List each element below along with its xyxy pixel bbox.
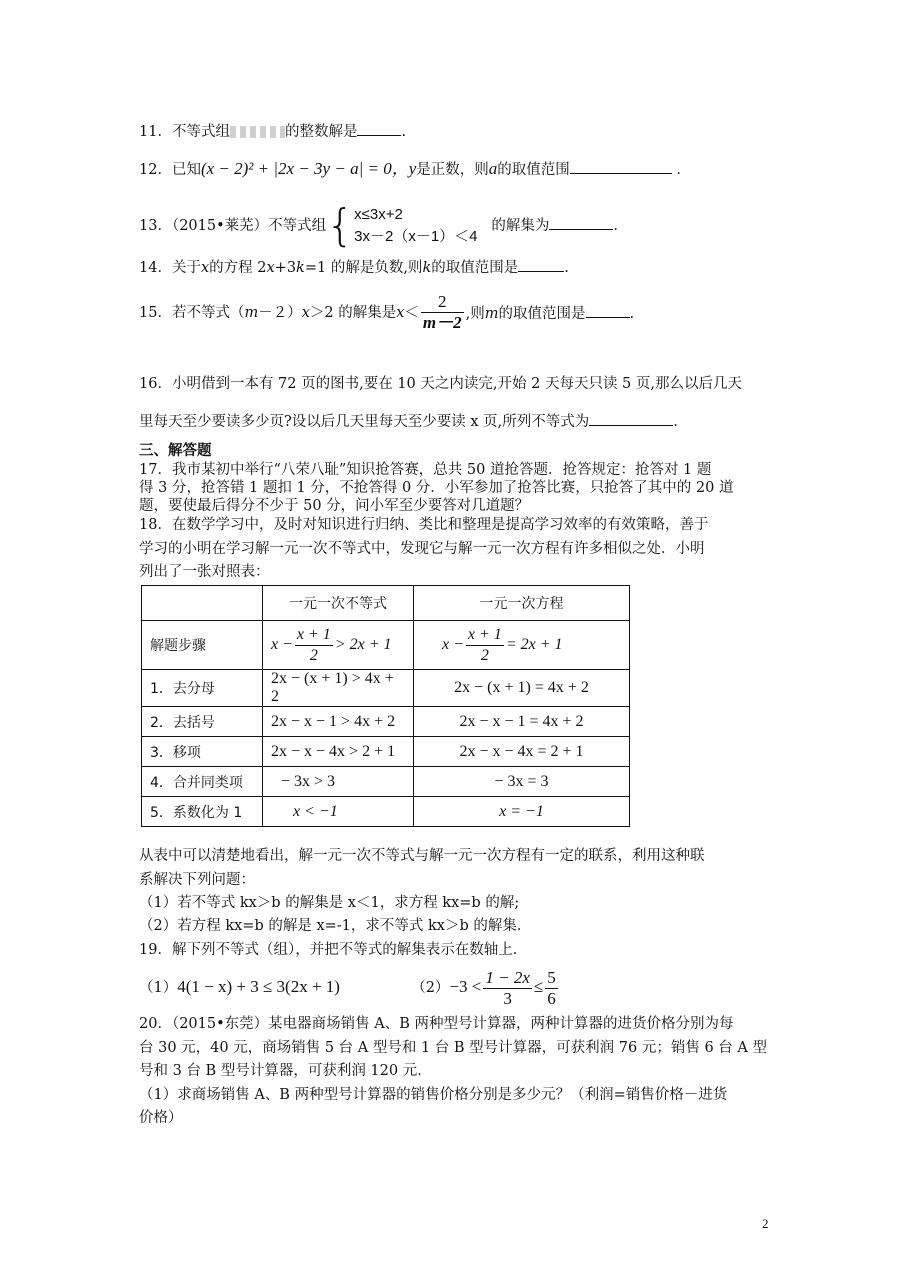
fraction: $\frac{1 - 2x}{3}$ xyxy=(485,967,530,1008)
inequality-cell: x < −1 xyxy=(263,797,414,827)
table-header-row xyxy=(142,586,630,621)
left-brace-icon: { xyxy=(326,200,355,251)
inequality-system: x≤3x+2 3x－2（x－1）＜4 xyxy=(354,206,478,245)
equation-cell: x − $\frac{x + 1}{2}$ = 2x + 1 xyxy=(414,621,630,670)
table-header-cell xyxy=(142,586,263,621)
question-19-parts: （1）4(1 − x) + 3 ≤ 3(2x + 1) （2）−3 < $\frac{1 - 2x}{3}$ ≤ $\frac{5}{6}$ xyxy=(139,967,556,1008)
comparison-table xyxy=(141,585,630,827)
equation-cell: x = −1 xyxy=(414,797,630,827)
fraction: $\frac{2}{m-2}$ xyxy=(422,292,462,332)
question-18b-line-1: 从表中可以清楚地看出，解一元一次不等式与解一元一次方程有一定的联系，利用这种联 xyxy=(139,848,705,864)
equation-cell: 2x − x − 1 = 4x + 2 xyxy=(414,707,630,737)
question-18-line-2: 学习的小明在学习解一元一次不等式中，发现它与解一元一次方程有许多相似之处．小明 xyxy=(139,541,705,557)
question-14: 14．关于x的方程 2x+3k=1 的解是负数,则k的取值范围是 . xyxy=(139,256,569,278)
answer-blank xyxy=(589,410,673,426)
answer-blank xyxy=(357,120,401,136)
question-20-part-1-continued: 价格） xyxy=(139,1110,183,1126)
equation-cell: 2x − (x + 1) = 4x + 2 xyxy=(414,670,630,707)
question-17-line-2: 得 3 分，抢答错 1 题扣 1 分，不抢答得 0 分．小军参加了抢答比赛，只抢答了其中的 20 道 xyxy=(139,480,734,496)
table-header-cell: 一元一次不等式 xyxy=(263,586,414,621)
step-cell: 解题步骤 xyxy=(142,621,263,670)
question-13: 13．（2015•莱芜）不等式组{ x≤3x+2 3x－2（x－1）＜4 的解集为 . xyxy=(139,200,618,251)
question-18b-part-2: （2）若方程 kx=b 的解是 x=-1，求不等式 kx＞b 的解集． xyxy=(139,918,532,934)
fraction: $\frac{5}{6}$ xyxy=(547,967,556,1008)
fraction: $\frac{x + 1}{2}$ xyxy=(467,625,502,664)
step-cell: 3．移项 xyxy=(142,737,263,767)
equation-cell: − 3x = 3 xyxy=(414,767,630,797)
answer-blank xyxy=(570,158,672,174)
question-15: 15．若不等式（m－２）x＞2 的解集是x＜ $\frac{2}{m-2}$ ,则m的取值范围是 . xyxy=(139,292,635,332)
question-12: 12．已知(x − 2)² + |2x − 3y − a| = 0，y是正数，则a的取值范围 ． xyxy=(139,159,691,178)
table-row xyxy=(142,670,630,707)
inequality-cell: − 3x > 3 xyxy=(263,767,414,797)
question-20-line-2: 台 30 元，40 元，商场销售 5 台 A 型号和 1 台 B 型号计算器，可获利润 76 元；销售 6 台 A 型 xyxy=(139,1040,767,1056)
step-cell: 2．去括号 xyxy=(142,707,263,737)
question-18-line-1: 18．在数学学习中，及时对知识进行归纳、类比和整理是提高学习效率的有效策略，善于 xyxy=(139,517,709,533)
equation-cell: 2x − x − 4x = 2 + 1 xyxy=(414,737,630,767)
table-row xyxy=(142,737,630,767)
fraction: $\frac{x + 1}{2}$ xyxy=(296,625,331,664)
inequality-cell: 2x − (x + 1) > 4x + 2 xyxy=(263,670,414,707)
step-cell: 1．去分母 xyxy=(142,670,263,707)
table-row xyxy=(142,707,630,737)
question-18b-part-1: （1）若不等式 kx＞b 的解集是 x＜1，求方程 kx=b 的解; xyxy=(139,895,520,911)
inequality-cell: x − $\frac{x + 1}{2}$ > 2x + 1 xyxy=(263,621,414,670)
table-header-cell: 一元一次方程 xyxy=(414,586,630,621)
answer-blank xyxy=(586,302,630,318)
inequality-cell: 2x − x − 1 > 4x + 2 xyxy=(263,707,414,737)
question-11: 11．不等式组 的整数解是 . xyxy=(139,120,406,142)
question-16-line-1: 16．小明借到一本有 72 页的图书,要在 10 天之内读完,开始 2 天每天只读 5 页,那么以后几天 xyxy=(139,376,743,392)
question-19-title: 19．解下列不等式（组），并把不等式的解集表示在数轴上． xyxy=(139,942,528,958)
answer-blank xyxy=(518,256,564,272)
step-cell: 5．系数化为 1 xyxy=(142,797,263,827)
step-cell: 4．合并同类项 xyxy=(142,767,263,797)
question-20-line-1: 20．（2015•东莞）某电器商场销售 A、B 两种型号计算器，两种计算器的进货价格分别为每 xyxy=(139,1016,734,1032)
answer-blank xyxy=(549,214,613,230)
question-18-line-3: 列出了一张对照表： xyxy=(139,564,270,580)
blurred-system-image xyxy=(230,126,285,138)
question-20-line-3: 号和 3 台 B 型号计算器，可获利润 120 元． xyxy=(139,1063,432,1079)
inequality-cell: 2x − x − 4x > 2 + 1 xyxy=(263,737,414,767)
question-16-line-2: 里每天至少要读多少页?设以后几天里每天至少要读 x 页,所列不等式为 . xyxy=(139,410,678,432)
question-17-line-3: 题，要使最后得分不少于 50 分，问小军至少要答对几道题？ xyxy=(139,498,530,514)
section-heading: 三、解答题 xyxy=(139,443,212,459)
question-17-line-1: 17．我市某初中举行“八荣八耻”知识抢答赛，总共 50 道抢答题．抢答规定：抢答对 1 题 xyxy=(139,462,712,478)
page-number: 2 xyxy=(762,1216,769,1231)
table-row xyxy=(142,797,630,827)
question-20-part-1: （1）求商场销售 A、B 两种型号计算器的销售价格分别是多少元？（利润=销售价格－进货 xyxy=(139,1087,728,1103)
table-row xyxy=(142,621,630,670)
table-row xyxy=(142,767,630,797)
question-18b-line-2: 系解决下列问题： xyxy=(139,872,255,888)
